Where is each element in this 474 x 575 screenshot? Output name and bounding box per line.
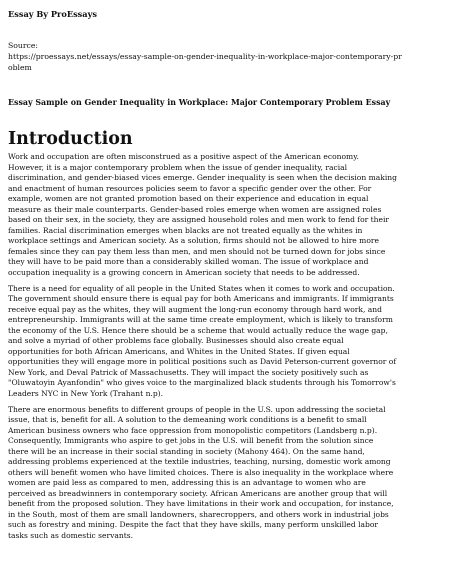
paragraph-line: females since they can pay them less than men, and men should not be turned down for jobs since	[8, 246, 386, 256]
paragraph-line: Consequently, Immigrants who aspire to get jobs in the U.S. will benefit from the solution since	[8, 436, 374, 445]
paragraph-line: in the South, most of them are small landowners, sharecroppers, and others work in industrial jobs	[8, 509, 389, 519]
paragraph-line: perceived as breadwinners in contemporary society. African Americans are another group that will	[8, 488, 388, 498]
paragraph-line: receive equal pay as the whites, they will augment the long-run economy through hard work, and	[8, 304, 382, 314]
paragraph	[8, 152, 468, 278]
paragraph-line: they will have to be paid more than a considerably skilled woman. The issue of workplace and	[8, 257, 369, 266]
paragraph-line: American business owners who face oppression from monopolistic competitors (Landsberg n.p).	[8, 425, 378, 435]
paragraph-line: occupation inequality is a growing concern in American society that needs to be addressed.	[8, 267, 360, 277]
paragraph-line: There are enormous benefits to different groups of people in the U.S. upon addressing the societal	[8, 404, 386, 414]
paragraph	[8, 284, 468, 400]
essay-body	[8, 152, 468, 547]
paragraph-line: families. Racial discrimination emerges when blacks are not treated equally as the whites in	[8, 225, 363, 235]
paragraph-line: women are paid less as compared to men, addressing this is an advantage to women who are	[8, 478, 366, 487]
paragraph-line: and enactment of human resources policies seem to favor a specific gender over the other. For	[8, 183, 372, 193]
paragraph-line: others will benefit women who have limited choices. There is also inequality in the workplace where	[8, 467, 394, 477]
source-url-line-2[interactable]: oblem	[8, 63, 32, 72]
paragraph-line: opportunities for both African Americans, and Whites in the United States. If given equal	[8, 346, 350, 356]
source-url-line-1[interactable]: https://proessays.net/essays/essay-sample-on-gender-inequality-in-workplace-major-contemporary-pr	[8, 52, 402, 61]
paragraph-line: workplace settings and American society. As a solution, firms should not be allowed to hire more	[8, 236, 379, 245]
paragraph-line: New York, and Deval Patrick of Massachusetts. They will impact the society positively such as	[8, 367, 369, 377]
paragraph-line: However, it is a major contemporary problem when the issue of gender inequality, racial	[8, 162, 348, 172]
paragraph	[8, 405, 468, 542]
source-label: Source:	[8, 41, 38, 50]
paragraph-line: The government should ensure there is equal pay for both Americans and immigrants. If immigrants	[8, 294, 394, 303]
paragraph-line: issue, that is, benefit for all. A solution to the demeaning work conditions is a benefit to small	[8, 415, 367, 424]
paragraph-line: entrepreneurship. Immigrants will at the same time create employment, which is likely to transform	[8, 315, 393, 324]
paragraph-line: opportunities they will engage more in political positions such as David Peterson-current governor of	[8, 357, 397, 366]
paragraph-line: there will be an increase in their social standing in society (Mahony 464). On the same hand,	[8, 446, 365, 456]
paragraph-line: Leaders NYC in New York (Trahant n.p).	[8, 388, 164, 398]
paragraph-line: example, women are not granted promotion based on their experience and education in equal	[8, 194, 369, 203]
paragraph-line: There is a need for equality of all people in the United States when it comes to work and occupation.	[8, 283, 395, 293]
paragraph-line: benefit from the proposed solution. They have limitations in their work and occupation, for instance,	[8, 499, 394, 508]
paragraph-line: "Oluwatoyin Ayanfondin" who gives voice to the marginalized black students through his Tomorrow's	[8, 378, 396, 387]
paragraph-line: addressing problems experienced at the textile industries, teaching, nursing, domestic work among	[8, 457, 391, 466]
paragraph-line: measure as their male counterparts. Gender-based roles emerge when women are assigned roles	[8, 204, 382, 214]
paragraph-line: based on their sex, in the society, they are assigned household roles and men work to fend for their	[8, 215, 390, 224]
paragraph-line: and solve a myriad of other problems face globally. Businesses should also create equal	[8, 336, 344, 345]
paragraph-line: discrimination, and gender-biased vices emerge. Gender inequality is seen when the decision making	[8, 173, 397, 182]
paragraph-line: the economy of the U.S. Hence there should be a scheme that would actually reduce the wage gap,	[8, 325, 388, 335]
essay-title: Essay Sample on Gender Inequality in Workplace: Major Contemporary Problem Essay	[8, 98, 391, 107]
paragraph-line: such as forestry and mining. Despite the fact that they have skills, many perform unskilled labor	[8, 520, 379, 529]
paragraph-line: Work and occupation are often misconstrued as a positive aspect of the American economy.	[8, 152, 359, 161]
section-heading: Introduction	[8, 129, 133, 149]
paragraph-line: tasks such as domestic servants.	[8, 530, 134, 540]
source-block	[8, 40, 463, 73]
header-title: Essay By ProEssays	[8, 9, 97, 19]
